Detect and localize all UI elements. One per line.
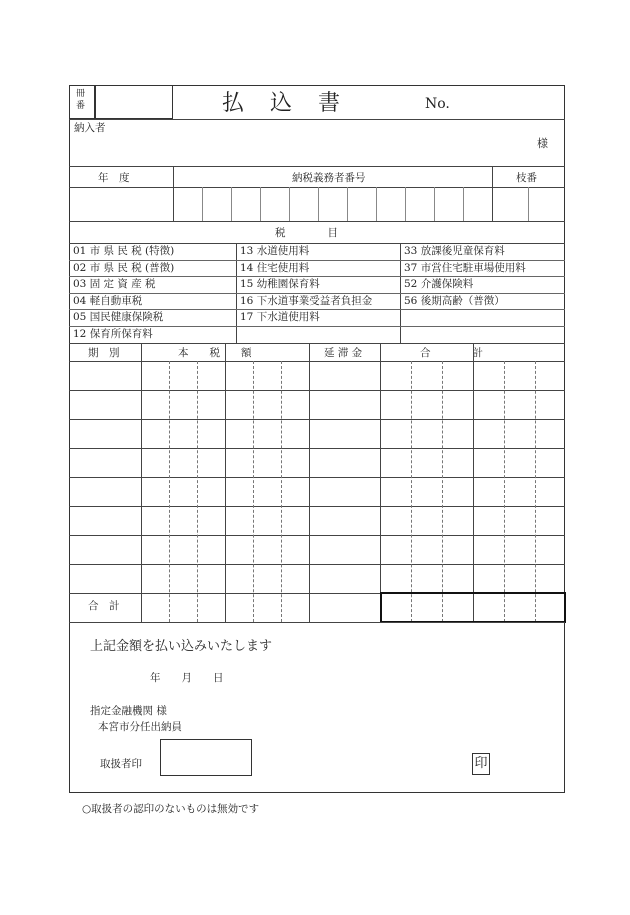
tax-item-option[interactable]: 01 市 県 民 税 (特徴)	[73, 245, 175, 257]
branch-number-field[interactable]	[493, 188, 564, 221]
tax-item-row-divider	[69, 293, 565, 294]
payer-name-field[interactable]	[70, 133, 532, 161]
payment-statement: 上記金額を払い込みいたします	[90, 639, 273, 654]
amount-entry-row[interactable]	[70, 536, 564, 563]
seal-mark: 印	[472, 753, 490, 775]
payer-label: 納入者	[74, 122, 106, 134]
year-field[interactable]	[70, 188, 173, 221]
tax-item-option[interactable]: 17 下水道使用料	[240, 311, 320, 323]
amount-entry-row[interactable]	[70, 478, 564, 505]
number-label: No.	[425, 96, 450, 112]
tax-item-option[interactable]: 04 軽自動車税	[73, 295, 143, 307]
tax-item-option[interactable]: 02 市 県 民 税 (普徴)	[73, 262, 175, 274]
year-label: 年 度	[98, 172, 130, 184]
tax-item-option[interactable]: 37 市営住宅駐車場使用料	[404, 262, 526, 274]
handler-seal-label: 取扱者印	[100, 758, 142, 770]
tax-item-row-divider	[69, 309, 565, 310]
tax-item-option[interactable]: 16 下水道事業受益者負担金	[240, 295, 373, 307]
amount-entry-row[interactable]	[70, 507, 564, 534]
branch-number-label: 枝番	[516, 172, 537, 184]
amount-entry-row[interactable]	[70, 420, 564, 447]
volume-number-field[interactable]	[95, 85, 173, 119]
tax-item-option[interactable]: 03 固 定 資 産 税	[73, 278, 156, 290]
tax-item-option[interactable]: 56 後期高齢（普徴）	[404, 295, 505, 307]
amount-entry-row[interactable]	[70, 391, 564, 418]
payment-date[interactable]: 年 月 日	[150, 672, 224, 684]
footer-note: ○取扱者の認印のないものは無効です	[82, 803, 260, 815]
grand-total-box[interactable]	[380, 592, 566, 623]
tax-item-section-label: 税 目	[275, 227, 338, 239]
tax-item-row-divider	[69, 326, 565, 327]
amount-entry-row[interactable]	[70, 449, 564, 476]
cashier-label: 本宮市分任出納員	[98, 721, 182, 733]
total-row-label: 合 計	[88, 600, 120, 612]
volume-label-bottom: 番	[76, 101, 86, 111]
tax-item-option[interactable]: 05 国民健康保険税	[73, 311, 164, 323]
tax-item-option[interactable]: 33 放課後児童保育料	[404, 245, 505, 257]
taxpayer-number-label: 納税義務者番号	[292, 172, 366, 184]
payer-suffix: 様	[537, 137, 548, 150]
tax-item-option[interactable]: 12 保育所保育料	[73, 328, 153, 340]
handler-seal-box[interactable]	[160, 739, 252, 776]
tax-item-row-divider	[69, 260, 565, 261]
principal-header: 本 税 額	[178, 347, 252, 359]
tax-item-option[interactable]: 13 水道使用料	[240, 245, 310, 257]
tax-item-row-divider	[69, 276, 565, 277]
bank-label: 指定金融機関 様	[90, 705, 167, 717]
volume-label-top: 冊	[76, 89, 86, 99]
period-header: 期 別	[88, 347, 120, 359]
taxpayer-number-field[interactable]	[174, 188, 492, 221]
late-fee-header: 延 滞 金	[324, 347, 363, 359]
form-title: 払 込 書	[222, 91, 343, 116]
tax-item-option[interactable]: 52 介護保険料	[404, 278, 474, 290]
amount-entry-row[interactable]	[70, 362, 564, 389]
total-header: 合 計	[420, 347, 483, 359]
tax-item-option[interactable]: 14 住宅使用料	[240, 262, 310, 274]
amount-entry-row[interactable]	[70, 565, 564, 592]
tax-item-option[interactable]: 15 幼稚園保育料	[240, 278, 320, 290]
